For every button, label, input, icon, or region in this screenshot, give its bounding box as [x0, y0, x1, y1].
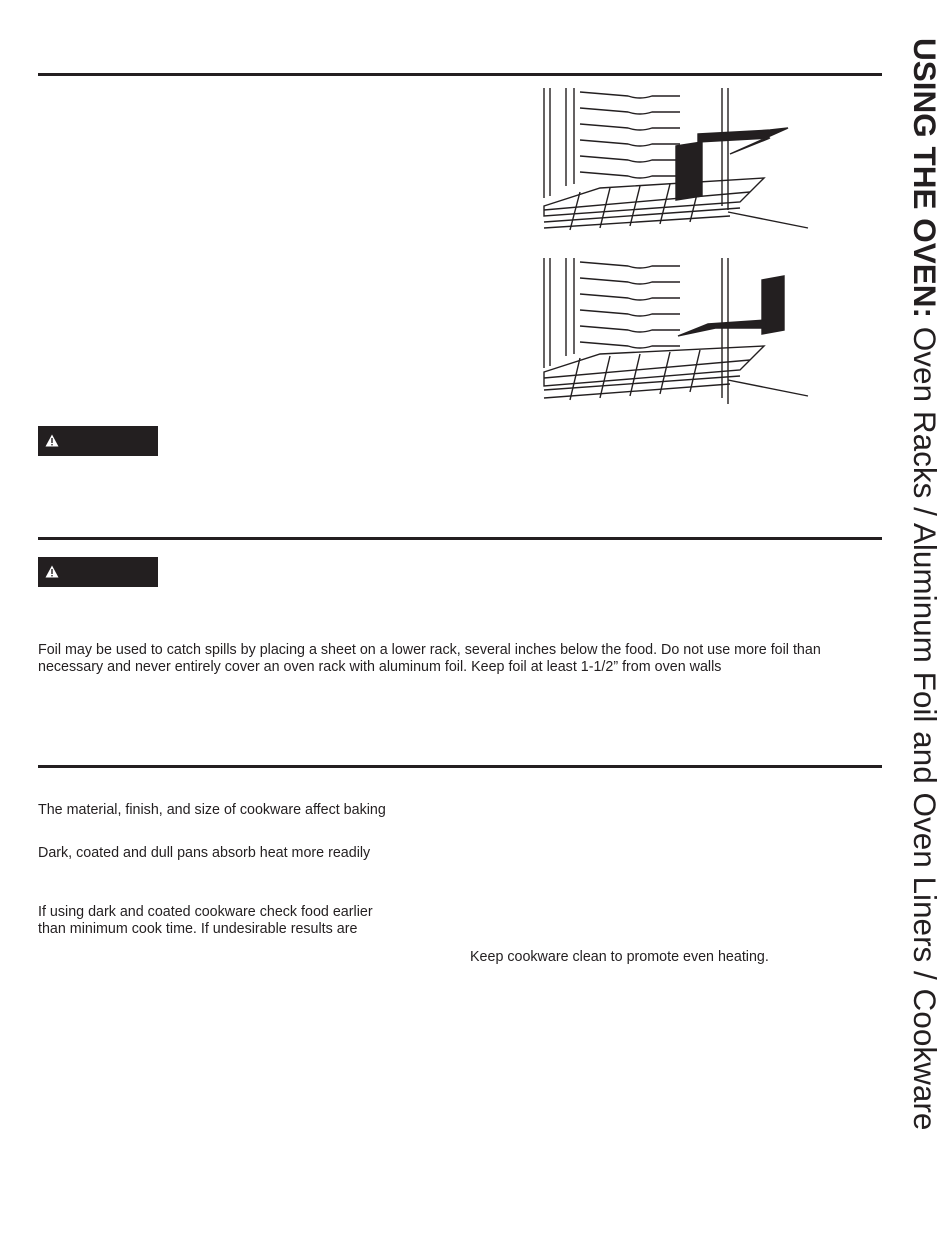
warning-banner-foil: [38, 557, 158, 587]
side-title-regular: Oven Racks / Aluminum Foil and Oven Liners / Cookware: [907, 318, 943, 1131]
section-divider-top: [38, 73, 882, 76]
foil-paragraph: Foil may be used to catch spills by placing a sheet on a lower rack, several inches below the food. Do not use more foil than necessary and never entirely cover an oven rack with aluminum foil. Keep foil at least 1-1/2” from oven walls: [38, 642, 821, 675]
cookware-paragraph-material: The material, finish, and size of cookware affect baking: [38, 802, 386, 818]
cookware-paragraph-check-food-line2: than minimum cook time. If undesirable results are: [38, 921, 358, 937]
section-divider-cookware: [38, 765, 882, 768]
cookware-paragraph-dark-pans: Dark, coated and dull pans absorb heat more readily: [38, 845, 371, 861]
rack-replacement-illustration: [540, 258, 815, 411]
cookware-paragraph-check-food-line1: If using dark and coated cookware check food earlier: [38, 904, 373, 920]
cookware-paragraph-clean: Keep cookware clean to promote even heating.: [470, 949, 769, 965]
warning-icon: [45, 434, 59, 447]
section-divider-foil: [38, 537, 882, 540]
side-section-title: [908, 38, 942, 1130]
rack-removal-illustration: [540, 88, 815, 238]
side-title-bold: USING THE OVEN:: [907, 38, 943, 319]
warning-icon: [45, 565, 59, 578]
warning-banner-racks: [38, 426, 158, 456]
